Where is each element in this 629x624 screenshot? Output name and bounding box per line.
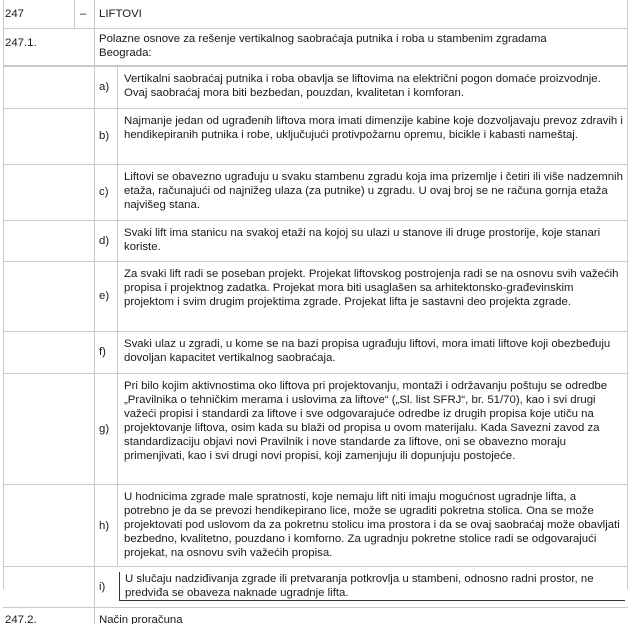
- column-divider: [94, 29, 95, 65]
- item-text: Svaki lift ima stanicu na svakoj etaži na kojoj su ulazi u stanove ili druge prostorije, koje stanari koriste.: [124, 227, 601, 253]
- subsection-intro-text: Polazne osnove za rešenje vertikalnog saobraćaja putnika i roba u stambenim zgradama Beograda:: [99, 33, 547, 59]
- list-item: [3, 66, 628, 108]
- column-divider: [94, 608, 95, 624]
- list-item: [3, 373, 628, 484]
- item-letter: a): [99, 81, 110, 93]
- item-text: U hodnicima zgrade male spratnosti, koje nemaju lift niti imaju mogućnost ugradnje lifta, a potrebno je da se prevozi hendikepirano lice, može se ugraditi pokretna stolica. Ona se može projektovati pod uslovom da za pokretnu stolicu ima prostora i da se ovaj saobraćaj može obavljati bezbedno, kvalitetno, pouzdano i komforno. Za ugradnju pokretne stolice radi se odgovarajući projekat, na osnovu svih važećih propisa.: [124, 491, 620, 559]
- section-header-row: [3, 0, 628, 29]
- item-text: Pri bilo kojim aktivnostima oko liftova pri projektovanju, montaži i održavanju poštuju se odredbe „Pravilnika o tehničkim merama i uslovima za liftove“ („Sl. list SFRJ“, br. 51/70), kao i svi drugi važeći propisi i standardi za liftove i sve odgovarajuće odredbe iz drugih propisa koje utiču na projektovanje liftova, osim kada su blaži od propisa u ovom materijalu. Kada Savezni zavod za standardizaciju objavi novi Pravilnik i nove standarde za liftove, oni se obavezno moraju primenjivati, kao i svi drugi novi propisi, koji zamenjuju ili dopunjuju postojeće.: [124, 380, 608, 462]
- column-divider: [74, 0, 75, 28]
- item-text: Najmanje jedan od ugrađenih liftova mora imati dimenzije kabine koje dozvoljavaju prevoz zdravih i hendikepiranih putnika i robe, uključujući protivpožarnu opremu, bicikle i kabasti nameštaj.: [124, 115, 623, 141]
- item-text: Za svaki lift radi se poseban projekt. Projekat liftovskog postrojenja radi se na osnovu svih važećih propisa i projektnog zadatka. Projekat mora biti usaglašen sa arhitektonsko-građevinskim projektom i svim drugim projektima zgrade. Projekat lifta je sastavni deo projekta zgrade.: [124, 268, 619, 308]
- list-item: [3, 331, 628, 373]
- list-item: [3, 261, 628, 331]
- list-item: [3, 220, 628, 261]
- item-text: U slučaju nadziđivanja zgrade ili pretvaranja potkrovlja u stambeni, odnosno radni prostor, ne predviđa se obaveza naknade ugradnje lifta.: [119, 572, 625, 601]
- next-section-row: [3, 608, 628, 624]
- list-item: [3, 108, 628, 164]
- item-letter: b): [99, 130, 110, 142]
- column-divider: [94, 66, 95, 607]
- item-letter: h): [99, 520, 110, 532]
- item-letter: i): [99, 581, 106, 593]
- item-letter: e): [99, 290, 110, 302]
- item-divider: [117, 332, 118, 373]
- subsection-intro-row: [3, 29, 628, 66]
- item-letter: d): [99, 235, 110, 247]
- section-number: 247: [5, 8, 25, 20]
- item-divider: [117, 374, 118, 484]
- column-divider: [94, 0, 95, 28]
- item-divider: [117, 262, 118, 331]
- list-item: [3, 164, 628, 220]
- item-divider: [117, 109, 118, 164]
- items-block: [3, 66, 628, 608]
- list-item: [3, 566, 628, 607]
- table-border-right: [627, 0, 628, 589]
- section-title: LIFTOVI: [99, 8, 142, 20]
- item-text: Vertikalni saobraćaj putnika i roba obavlja se liftovima na električni pogon domaće proizvodnje. Ovaj saobraćaj mora biti bezbedan, pouzdan, kvalitetan i komforan.: [124, 73, 601, 99]
- table-border-left: [3, 0, 4, 589]
- item-letter: c): [99, 186, 109, 198]
- item-divider: [117, 165, 118, 220]
- list-item: [3, 484, 628, 566]
- item-text: Svaki ulaz u zgradi, u kome se na bazi propisa ugrađuju liftovi, mora imati liftove koji obezbeđuju dovoljan kapacitet vertikalnog saobraćaja.: [124, 338, 611, 364]
- item-text: Liftovi se obavezno ugrađuju u svaku stambenu zgradu koja ima prizemlje i četiri ili više nadzemnih etaža, računajući od najnižeg ulaza (za putnike) u zgradu. U ovaj broj se ne računa gornja etaža najvišeg stana.: [124, 171, 623, 211]
- item-letter: f): [99, 346, 106, 358]
- item-divider: [117, 67, 118, 108]
- next-section-text: Način proračuna: [99, 614, 183, 624]
- subsection-number: 247.1.: [5, 37, 37, 49]
- item-divider: [117, 221, 118, 261]
- section-dash: –: [80, 8, 87, 20]
- next-section-number: 247.2.: [5, 614, 37, 624]
- document-table: [3, 0, 628, 624]
- item-divider: [117, 485, 118, 566]
- item-letter: g): [99, 423, 110, 435]
